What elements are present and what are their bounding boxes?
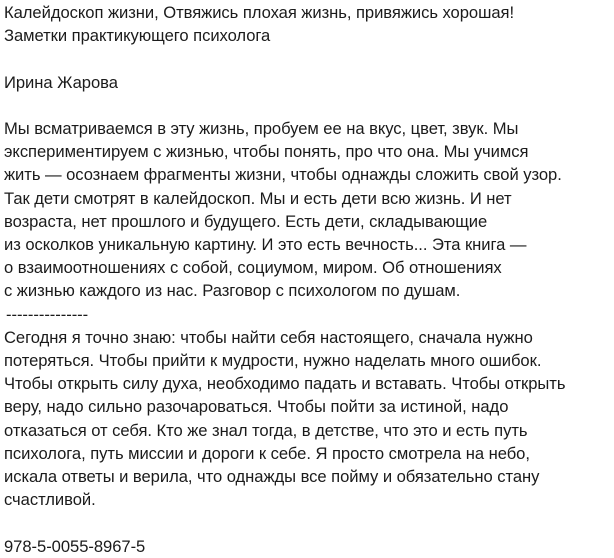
- description-line: жить — осознаем фрагменты жизни, чтобы однажды сложить свой узор.: [4, 165, 562, 185]
- description-line: с жизнью каждого из нас. Разговор с психологом по душам.: [4, 281, 461, 301]
- excerpt-line: искала ответы и верила, что однажды все пойму и обязательно стану: [4, 467, 540, 487]
- book-subtitle-line: Заметки практикующего психолога: [4, 26, 271, 46]
- book-title: [4, 1, 614, 47]
- isbn: 978-5-0055-8967-5: [4, 536, 146, 556]
- description-line: Так дети смотрят в калейдоскоп. Мы и есть дети всю жизнь. И нет: [4, 188, 512, 208]
- spacer: [4, 94, 614, 117]
- section-separator: ---------------: [6, 304, 89, 324]
- excerpt-line: Сегодня я точно знаю: чтобы найти себя настоящего, сначала нужно: [4, 327, 533, 347]
- description-line: экспериментируем с жизнью, чтобы понять, про что она. Мы учимся: [4, 142, 529, 162]
- excerpt-line: Чтобы открыть силу духа, необходимо падать и вставать. Чтобы открыть: [4, 374, 566, 394]
- excerpt-line: потеряться. Чтобы прийти к мудрости, нужно наделать много ошибок.: [4, 351, 542, 371]
- description-line: Мы всматриваемся в эту жизнь, пробуем ее на вкус, цвет, звук. Мы: [4, 118, 519, 138]
- excerpt-line: счастливой.: [4, 490, 96, 510]
- description-line: возраста, нет прошлого и будущего. Есть дети, складывающие: [4, 211, 488, 231]
- excerpt-line: психолога, путь миссии и дороги к себе. Я просто смотрела на небо,: [4, 443, 530, 463]
- spacer: [4, 511, 614, 534]
- book-description: [4, 117, 614, 303]
- author-name: Ирина Жарова: [4, 72, 118, 92]
- excerpt-line: веру, надо сильно разочароваться. Чтобы пойти за истиной, надо: [4, 397, 509, 417]
- book-title-line: Калейдоскоп жизни, Отвяжись плохая жизнь, привяжись хорошая!: [4, 3, 515, 22]
- description-line: о взаимоотношениях с собой, социумом, миром. Об отношениях: [4, 258, 502, 278]
- book-excerpt: [4, 326, 614, 512]
- description-line: из осколков уникальную картину. И это есть вечность... Эта книга —: [4, 235, 527, 254]
- spacer: [4, 47, 614, 70]
- excerpt-line: отказаться от себя. Кто же знал тогда, в детстве, что это и есть путь: [4, 420, 528, 440]
